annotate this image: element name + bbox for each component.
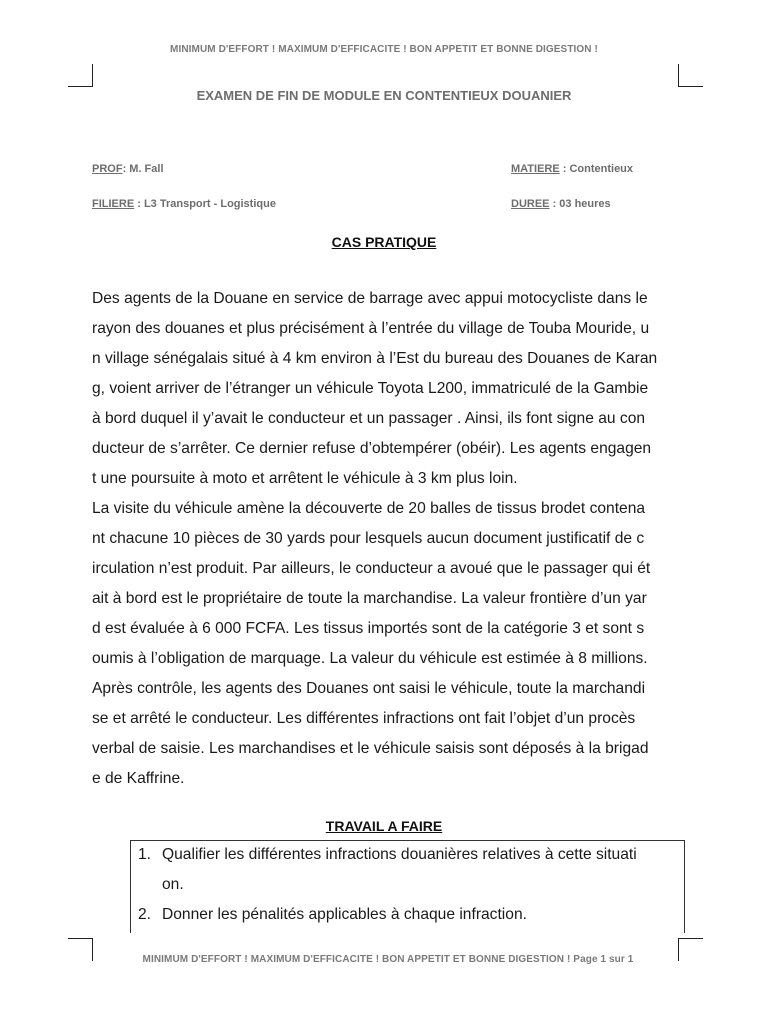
task-number: 1. <box>138 846 152 863</box>
meta-matiere <box>511 163 633 175</box>
case-study-title: CAS PRATIQUE <box>331 234 437 250</box>
task-item-2 <box>138 906 527 924</box>
meta-duree <box>511 198 611 210</box>
filiere-value: : L3 Transport - Logistique <box>134 198 276 210</box>
case-line: irculation n’est produit. Par ailleurs, le conducteur a avoué que le passager qui ét <box>92 560 651 577</box>
case-line: se et arrêté le conducteur. Les différentes infractions ont fait l’objet d’un procès <box>92 710 636 727</box>
case-line: à bord duquel il y’avait le conducteur et un passager . Ainsi, ils font signe au con <box>92 410 646 427</box>
tasks-title: TRAVAIL A FAIRE <box>325 818 443 834</box>
case-line: t une poursuite à moto et arrêtent le véhicule à 3 km plus loin. <box>92 470 518 487</box>
case-line: La visite du véhicule amène la découverte de 20 balles de tissus brodet contena <box>92 500 646 517</box>
duree-label: DUREE <box>511 198 550 210</box>
case-line: verbal de saisie. Les marchandises et le véhicule saisis sont déposés à la brigad <box>92 740 649 757</box>
task-number: 2. <box>138 906 152 923</box>
page-header-banner: MINIMUM D'EFFORT ! MAXIMUM D'EFFICACITE ! BON APPETIT ET BONNE DIGESTION ! <box>170 44 598 55</box>
prof-label: PROF <box>92 163 123 175</box>
task-item-1 <box>138 846 637 864</box>
task-text: Qualifier les différentes infractions douanières relatives à cette situati <box>162 846 637 863</box>
meta-filiere <box>92 198 276 210</box>
matiere-label: MATIERE <box>511 163 560 175</box>
exam-title: EXAMEN DE FIN DE MODULE EN CONTENTIEUX DOUANIER <box>196 88 572 103</box>
case-line: n village sénégalais situé à 4 km environ à l’Est du bureau des Douanes de Karan <box>92 350 658 367</box>
meta-prof <box>92 163 164 175</box>
filiere-label: FILIERE <box>92 198 135 210</box>
prof-value: : M. Fall <box>122 163 164 175</box>
matiere-value: : Contentieux <box>559 163 634 175</box>
task-text: Donner les pénalités applicables à chaque infraction. <box>162 906 527 923</box>
case-line: oumis à l’obligation de marquage. La valeur du véhicule est estimée à 8 millions. <box>92 650 648 667</box>
case-line: d est évaluée à 6 000 FCFA. Les tissus importés sont de la catégorie 3 et sont s <box>92 620 645 637</box>
task-item-1-continuation: on. <box>162 876 184 893</box>
crop-mark-top-left <box>68 64 93 87</box>
crop-mark-top-right <box>678 64 703 87</box>
case-study-text <box>92 284 692 794</box>
case-line: e de Kaffrine. <box>92 770 185 787</box>
page-footer-banner: MINIMUM D'EFFORT ! MAXIMUM D'EFFICACITE ! BON APPETIT ET BONNE DIGESTION ! Page 1 sur 1 <box>142 954 634 965</box>
case-line: rayon des douanes et plus précisément à l’entrée du village de Touba Mouride, u <box>92 320 650 337</box>
case-line: ait à bord est le propriétaire de toute la marchandise. La valeur frontière d’un yar <box>92 590 647 607</box>
duree-value: : 03 heures <box>549 198 611 210</box>
case-line: Après contrôle, les agents des Douanes ont saisi le véhicule, toute la marchandi <box>92 680 646 697</box>
case-line: nt chacune 10 pièces de 30 yards pour lesquels aucun document justificatif de c <box>92 530 645 547</box>
case-line: ducteur de s’arrêter. Ce dernier refuse d’obtempérer (obéir). Les agents engagen <box>92 440 652 457</box>
case-line: g, voient arriver de l’étranger un véhicule Toyota L200, immatriculé de la Gambie <box>92 380 649 397</box>
case-line: Des agents de la Douane en service de barrage avec appui motocycliste dans le <box>92 290 648 307</box>
